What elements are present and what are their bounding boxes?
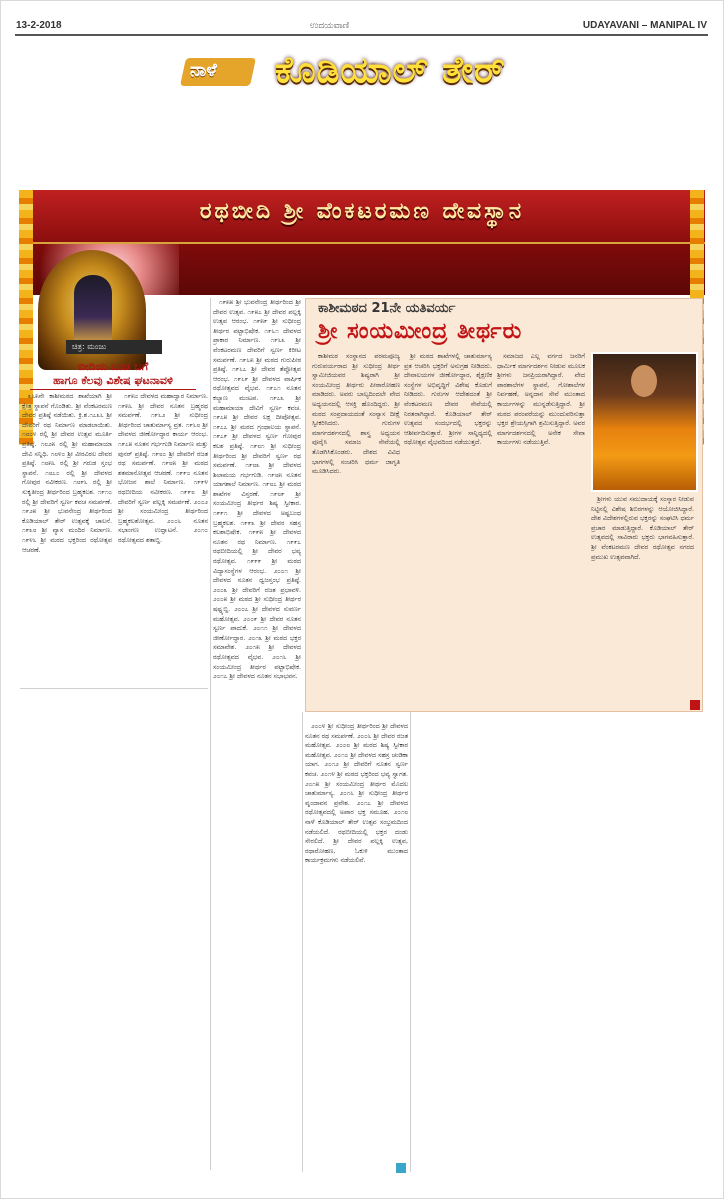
deity-idol xyxy=(74,275,112,345)
column-text: ೩೬೫ನೇ ಕಾಶೀಮಠದ ಶಾಖೆಯಾಗಿ ಶ್ರೀ ಕ್ಷೇತ್ರ ಸ್ಥಾಪನೆ ಗೊಂಡಿತು. ಶ್ರೀ ವೆಂಕಟರಮಣ ದೇವರ ಪ್ರತಿಷ್ಠೆ ನಡೆಯಿತು. ಕ್ರಿ.ಶ.೧೭೩೬ ಶ್ರೀ ದೇವರಿಗೆ ರಥ ನಿರ್ಮಾಣ ಮಾಡಲಾಯಿತು. ೧೮೦೪ ರಲ್ಲಿ ಶ್ರೀ ದೇವರ ಉತ್ಸವ ಮೂರ್ತಿ ಪ್ರತಿಷ್ಠೆ. ೧೮೨೫ ರಲ್ಲಿ ಶ್ರೀ ಮಹಾಮಾಯಾ ದೇವಿ ಸನ್ನಿಧಿ. ೧೮೪೦ ಶ್ರೀ ವೀರವಿಠಲ ದೇವರ ಪ್ರತಿಷ್ಠೆ. ೧೮೫೬ ರಲ್ಲಿ ಶ್ರೀ ಗರುಡ ಸ್ತಂಭ ಸ್ಥಾಪನೆ. ೧೮೭೦ ರಲ್ಲಿ ಶ್ರೀ ದೇವಳದ ಗೋಪುರ ನವೀಕರಣ. ೧೮೯೬ ರಲ್ಲಿ ಶ್ರೀ ಸುಕೃತೀಂದ್ರ ತೀರ್ಥರಿಂದ ಬ್ರಹ್ಮಕಲಶ. ೧೯೧೦ ರಲ್ಲಿ ಶ್ರೀ ದೇವರಿಗೆ ಸ್ವರ್ಣ ಕವಚ ಸಮರ್ಪಣೆ. ೧೯೨೫ ಶ್ರೀ ಭುವನೇಂದ್ರ ತೀರ್ಥರಿಂದ ಕೊಡಿಯಾಲ್ ತೇರ್ ಉತ್ಸವಕ್ಕೆ ಚಾಲನೆ. ೧೯೩೮ ಶ್ರೀ ವ್ಯಾಸ ಮಂದಿರ ನಿರ್ಮಾಣ. ೧೯೪೬ ಶ್ರೀ ಮಠದ ಭಕ್ತರಿಂದ ರಥೋತ್ಸವ ಆಚರಣೆ. xyxy=(22,392,112,554)
page-edition: UDAYAVANI – MANIPAL IV xyxy=(582,20,707,31)
column-divider xyxy=(302,712,303,1172)
column-text: ೨೦೦೪ ಶ್ರೀ ಸುಧೀಂದ್ರ ತೀರ್ಥರಿಂದ ಶ್ರೀ ದೇವಳದ ನೂತನ ರಥ ಸಮರ್ಪಣೆ. ೨೦೦೬ ಶ್ರೀ ದೇವರ ರಜತ ಮಹೋತ್ಸವ. ೨೦೦೮ ಶ್ರೀ ಮಠದ ಶಿಷ್ಯ ಸ್ವೀಕಾರ ಮಹೋತ್ಸವ. ೨೦೧೦ ಶ್ರೀ ದೇವಳದ ಸಹಸ್ರ ಚಂಡಿಕಾ ಯಾಗ. ೨೦೧೨ ಶ್ರೀ ದೇವರಿಗೆ ನೂತನ ಸ್ವರ್ಣ ಕವಚ. ೨೦೧೪ ಶ್ರೀ ಮಠದ ಭಕ್ತರಿಂದ ಭವ್ಯ ಸ್ವಾಗತ. ೨೦೧೫ ಶ್ರೀ ಸಂಯಮೀಂದ್ರ ತೀರ್ಥರ ಮೊದಲ ಚಾತುರ್ಮಾಸ್ಯ. ೨೦೧೬ ಶ್ರೀ ಸುಧೀಂದ್ರ ತೀರ್ಥರ ವೃಂದಾವನ ಪ್ರವೇಶ. ೨೦೧೭ ಶ್ರೀ ದೇವಳದ ರಥೋತ್ಸವದಲ್ಲಿ ಅಪಾರ ಭಕ್ತ ಸಮೂಹ. ೨೦೧೮ ನಾಳೆ ಕೊಡಿಯಾಲ್ ತೇರ್ ಉತ್ಸವ ಸಂಭ್ರಮದಿಂದ ನಡೆಯಲಿದೆ. ರಥಬೀದಿಯಲ್ಲಿ ಭಕ್ತರ ದಂಡು ಸೇರಲಿದೆ. ಶ್ರೀ ದೇವರ ಪಲ್ಲಕ್ಕಿ ಉತ್ಸವ, ರಥಾರೋಹಣ, ಓಕುಳಿ ಮುಂತಾದ ಕಾರ್ಯಕ್ರಮಗಳು ನಡೆಯಲಿವೆ. xyxy=(305,722,408,865)
article-kicker: ಕಾಶೀಮಠದ 21ನೇ ಯತಿವರ್ಯ xyxy=(318,301,456,316)
section-heading-line1: ಬೀದಿಯ ಬಂಡ ಬಗೆ xyxy=(77,360,149,373)
text-column-1 xyxy=(22,392,112,682)
article-column-2 xyxy=(404,352,492,697)
issue-date: 13-2-2018 xyxy=(16,20,62,31)
masthead-divider xyxy=(15,34,708,36)
section-heading-line2: ಹಾಗೂ ಕೆಲವು ವಿಶೇಷ ಘಟನಾವಳಿ xyxy=(53,374,173,387)
text-column-2 xyxy=(118,392,208,682)
column-text: ಕಾಶೀಮಠ ಸಂಸ್ಥಾನದ ಪರಮಪೂಜ್ಯ ಗುರುವರ್ಯರಾದ ಶ್ರೀ ಸುಧೀಂದ್ರ ತೀರ್ಥ ಸ್ವಾಮೀಜಿಯವರ ಶಿಷ್ಯರಾಗಿ ಶ್ರೀ ಸಂಯಮೀಂದ್ರ ತೀರ್ಥರು ಪೀಠಾರೋಹಣ ಮಾಡಿದರು. ಅವರು ಬಾಲ್ಯದಿಂದಲೇ ವೇದ ಅಧ್ಯಯನದಲ್ಲಿ ಆಸಕ್ತಿ ಹೊಂದಿದ್ದರು. ಶ್ರೀ ಮಠದ ಸಂಪ್ರದಾಯದಂತೆ ಸಂನ್ಯಾಸ ದೀಕ್ಷೆ ಸ್ವೀಕರಿಸಿದರು. ಗುರುಗಳ ಮಾರ್ಗದರ್ಶನದಲ್ಲಿ ಶಾಸ್ತ್ರ ಅಧ್ಯಯನ ಪೂರೈಸಿ ಸಮಾಜ ಸೇವೆಯಲ್ಲಿ ತೊಡಗಿಸಿಕೊಂಡರು. ದೇಶದ ವಿವಿಧ ಭಾಗಗಳಲ್ಲಿ ಸಂಚರಿಸಿ ಧರ್ಮ ಜಾಗೃತಿ ಮೂಡಿಸಿದರು. xyxy=(312,352,400,476)
newspaper-name: ಉದಯವಾಣಿ xyxy=(310,21,350,31)
column-divider xyxy=(410,712,411,1172)
column-text: ಶ್ರೀ ಮಠದ ಶಾಖೆಗಳಲ್ಲಿ ಚಾತುರ್ಮಾಸ್ಯ ವ್ರತ ಆಚರಿಸಿ ಭಕ್ತರಿಗೆ ಅನುಗ್ರಹ ನೀಡಿದರು. ದೇವಾಲಯಗಳ ಜೀರ್ಣೋದ್ಧಾರ, ಶೈಕ್ಷಣಿಕ ಸಂಸ್ಥೆಗಳ ಅಭಿವೃದ್ಧಿಗೆ ವಿಶೇಷ ಕೊಡುಗೆ ನೀಡಿದರು. ಗುರುಗಳ ಆದೇಶದಂತೆ ಶ್ರೀ ವೆಂಕಟರಮಣ ದೇವರ ಸೇವೆಯಲ್ಲಿ ನಿರತರಾಗಿದ್ದಾರೆ. ಕೊಡಿಯಾಲ್ ತೇರ್ ಉತ್ಸವದ ಸಂದರ್ಭದಲ್ಲಿ ಭಕ್ತರನ್ನು ಆಶೀರ್ವದಿಸುತ್ತಾರೆ. ಶ್ರೀಗಳ ಸಾನ್ನಿಧ್ಯದಲ್ಲಿ ರಥೋತ್ಸವ ವೈಭವದಿಂದ ನಡೆಯುತ್ತದೆ. xyxy=(404,352,492,447)
article-title: ಶ್ರೀ ಸಂಯಮೀಂದ್ರ ತೀರ್ಥರು xyxy=(318,318,523,344)
article-column-4 xyxy=(591,495,694,700)
column-text: ೧೯೫೦ ದೇವಳದ ಮಹಾದ್ವಾರ ನಿರ್ಮಾಣ. ೧೯೫೬ ಶ್ರೀ ದೇವರ ನೂತನ ಬ್ರಹ್ಮರಥ ಸಮರ್ಪಣೆ. ೧೯೬೨ ಶ್ರೀ ಸುಧೀಂದ್ರ ತೀರ್ಥರಿಂದ ಚಾತುರ್ಮಾಸ್ಯ ವ್ರತ. ೧೯೬೮ ಶ್ರೀ ದೇವಳದ ಜೀರ್ಣೋದ್ಧಾರ ಕಾರ್ಯ ಆರಂಭ. ೧೯೭೫ ನೂತನ ಗರ್ಭಗುಡಿ ನಿರ್ಮಾಣ ಮತ್ತು ಪುನರ್ ಪ್ರತಿಷ್ಠೆ. ೧೯೮೦ ಶ್ರೀ ದೇವರಿಗೆ ರಜತ ರಥ ಸಮರ್ಪಣೆ. ೧೯೮೫ ಶ್ರೀ ಮಠದ ಶತಮಾನೋತ್ಸವ ಆಚರಣೆ. ೧೯೯೦ ನೂತನ ಭೋಜನ ಶಾಲೆ ನಿರ್ಮಾಣ. ೧೯೯೪ ರಥಬೀದಿಯ ನವೀಕರಣ. ೧೯೯೮ ಶ್ರೀ ದೇವರಿಗೆ ಸ್ವರ್ಣ ಪಲ್ಲಕ್ಕಿ ಸಮರ್ಪಣೆ. ೨೦೦೨ ಶ್ರೀ ಸಂಯಮೀಂದ್ರ ತೀರ್ಥರಿಂದ ಬ್ರಹ್ಮಕಲಶೋತ್ಸವ. ೨೦೦೬ ನೂತನ ಸಭಾಂಗಣ ಉದ್ಘಾಟನೆ. ೨೦೧೦ ರಥೋತ್ಸವದ ಶತಾಬ್ದಿ. xyxy=(118,392,208,544)
column-text: ಶ್ರೀಗಳು ಯುವ ಸಮುದಾಯಕ್ಕೆ ಸಂಸ್ಕಾರ ನೀಡುವ ನಿಟ್ಟಿನಲ್ಲಿ ವಿಶೇಷ ಶಿಬಿರಗಳನ್ನು ಆಯೋಜಿಸಿದ್ದಾರೆ. ದೇಶ ವಿದೇಶಗಳಲ್ಲಿರುವ ಭಕ್ತರನ್ನು ಸಂಘಟಿಸಿ ಧರ್ಮ ಪ್ರಚಾರ ಮಾಡುತ್ತಿದ್ದಾರೆ. ಕೊಡಿಯಾಲ್ ತೇರ್ ಉತ್ಸವದಲ್ಲಿ ಸಾವಿರಾರು ಭಕ್ತರು ಭಾಗವಹಿಸುತ್ತಾರೆ. ಶ್ರೀ ವೆಂಕಟರಮಣ ದೇವರ ರಥೋತ್ಸವ ನಗರದ ಪ್ರಮುಖ ಉತ್ಸವವಾಗಿದೆ. xyxy=(591,495,694,561)
column-text: ೧೯೫೫ ಶ್ರೀ ಭುವನೇಂದ್ರ ತೀರ್ಥರಿಂದ ಶ್ರೀ ದೇವರ ಉತ್ಸವ. ೧೯೫೭ ಶ್ರೀ ದೇವರ ಪಲ್ಲಕ್ಕಿ ಉತ್ಸವ ಆರಂಭ. ೧೯೫೯ ಶ್ರೀ ಸುಧೀಂದ್ರ ತೀರ್ಥರ ಪಟ್ಟಾಭಿಷೇಕ. ೧೯೬೧ ದೇವಳದ ಪ್ರಾಕಾರ ನಿರ್ಮಾಣ. ೧೯೬೩ ಶ್ರೀ ವೆಂಕಟರಮಣ ದೇವರಿಗೆ ಸ್ವರ್ಣ ಕಿರೀಟ ಸಮರ್ಪಣೆ. ೧೯೬೫ ಶ್ರೀ ಮಠದ ಗುರುಪೀಠ ಪ್ರತಿಷ್ಠೆ. ೧೯೬೭ ಶ್ರೀ ದೇವರ ತೆಪ್ಪೋತ್ಸವ ಆರಂಭ. ೧೯೬೯ ಶ್ರೀ ದೇವಳದ ವಾರ್ಷಿಕ ರಥೋತ್ಸವದ ವೈಭವ. ೧೯೭೧ ನೂತನ ಕಲ್ಯಾಣ ಮಂಟಪ. ೧೯೭೩ ಶ್ರೀ ಮಹಾಮಾಯಾ ದೇವಿಗೆ ಸ್ವರ್ಣ ಕವಚ. ೧೯೭೫ ಶ್ರೀ ದೇವರ ಲಕ್ಷ ದೀಪೋತ್ಸವ. ೧೯೭೭ ಶ್ರೀ ಮಠದ ಗ್ರಂಥಾಲಯ ಸ್ಥಾಪನೆ. ೧೯೭೯ ಶ್ರೀ ದೇವಳದ ಸ್ವರ್ಣ ಗೋಪುರ ಕಲಶ ಪ್ರತಿಷ್ಠೆ. ೧೯೮೧ ಶ್ರೀ ಸುಧೀಂದ್ರ ತೀರ್ಥರಿಂದ ಶ್ರೀ ದೇವರಿಗೆ ಸ್ವರ್ಣ ರಥ ಸಮರ್ಪಣೆ. ೧೯೮೩ ಶ್ರೀ ದೇವಳದ ಶಿಲಾಮಯ ಗರ್ಭಗುಡಿ. ೧೯೮೫ ನೂತನ ಯಾಗಶಾಲೆ ನಿರ್ಮಾಣ. ೧೯೮೭ ಶ್ರೀ ಮಠದ ಶಾಖೆಗಳ ವಿಸ್ತರಣೆ. ೧೯೮೯ ಶ್ರೀ ಸಂಯಮೀಂದ್ರ ತೀರ್ಥರ ಶಿಷ್ಯ ಸ್ವೀಕಾರ. ೧೯೯೧ ಶ್ರೀ ದೇವಳದ ಅಷ್ಟಬಂಧ ಬ್ರಹ್ಮಕಲಶ. ೧೯೯೩ ಶ್ರೀ ದೇವರ ಸಹಸ್ರ ಕಲಶಾಭಿಷೇಕ. ೧೯೯೫ ಶ್ರೀ ದೇವಳದ ನೂತನ ರಥ ನಿರ್ಮಾಣ. ೧೯೯೭ ರಥಬೀದಿಯಲ್ಲಿ ಶ್ರೀ ದೇವರ ಭವ್ಯ ರಥೋತ್ಸವ. ೧೯೯೯ ಶ್ರೀ ಮಠದ ವಿದ್ಯಾಸಂಸ್ಥೆಗಳ ಆರಂಭ. ೨೦೦೧ ಶ್ರೀ ದೇವಳದ ನೂತನ ಧ್ವಜಸ್ತಂಭ ಪ್ರತಿಷ್ಠೆ. ೨೦೦೩ ಶ್ರೀ ದೇವರಿಗೆ ರಜತ ಪ್ರಭಾವಳಿ. ೨೦೦೫ ಶ್ರೀ ಮಠದ ಶ್ರೀ ಸುಧೀಂದ್ರ ತೀರ್ಥರ ಷಷ್ಟ್ಯಬ್ದಿ. ೨೦೦೭ ಶ್ರೀ ದೇವಳದ ಸುವರ್ಣ ಮಹೋತ್ಸವ. ೨೦೦೯ ಶ್ರೀ ದೇವರ ನೂತನ ಸ್ವರ್ಣ ಪಾದುಕೆ. ೨೦೧೧ ಶ್ರೀ ದೇವಳದ ಜೀರ್ಣೋದ್ಧಾರ. ೨೦೧೩ ಶ್ರೀ ಮಠದ ಭಕ್ತರ ಸಮಾವೇಶ. ೨೦೧೫ ಶ್ರೀ ದೇವಳದ ರಥೋತ್ಸವದ ವೈಭವ. ೨೦೧೬ ಶ್ರೀ ಸಂಯಮೀಂದ್ರ ತೀರ್ಥರ ಪಟ್ಟಾಭಿಷೇಕ. ೨೦೧೭ ಶ್ರೀ ದೇವಳದ ನೂತನ ಸಭಾಭವನ. xyxy=(213,298,301,681)
ribbon-label: ನಾಳೆ xyxy=(190,60,217,81)
swamiji-photo-face xyxy=(631,365,657,397)
column-text: ಸಮಾಜದ ಎಲ್ಲ ವರ್ಗದ ಜನರಿಗೆ ಧಾರ್ಮಿಕ ಮಾರ್ಗದರ್ಶನ ನೀಡುವ ಮೂಲಕ ಶ್ರೀಗಳು ಜನಪ್ರಿಯರಾಗಿದ್ದಾರೆ. ವೇದ ಪಾಠಶಾಲೆಗಳ ಸ್ಥಾಪನೆ, ಗೋಶಾಲೆಗಳ ನಿರ್ವಹಣೆ, ಅನ್ನದಾನ ಸೇವೆ ಮುಂತಾದ ಕಾರ್ಯಗಳನ್ನು ಮುನ್ನಡೆಸುತ್ತಿದ್ದಾರೆ. ಶ್ರೀ ಮಠದ ಪರಂಪರೆಯನ್ನು ಮುಂದುವರಿಸುತ್ತಾ ಭಕ್ತರ ಶ್ರೇಯಸ್ಸಿಗಾಗಿ ಶ್ರಮಿಸುತ್ತಿದ್ದಾರೆ. ಅವರ ಮಾರ್ಗದರ್ಶನದಲ್ಲಿ ಅನೇಕ ಸೇವಾ ಕಾರ್ಯಗಳು ನಡೆಯುತ್ತಿವೆ. xyxy=(497,352,585,447)
text-column-lower xyxy=(305,722,408,1162)
photo-credit: ಚಿತ್ರ: ಮಂಜು xyxy=(66,340,162,354)
banner-top-strip xyxy=(19,190,705,244)
heading-underline xyxy=(30,389,196,390)
end-marker xyxy=(396,1163,406,1173)
column-divider-horizontal xyxy=(20,688,208,689)
temple-title: ರಥಬೀದಿ ಶ್ರೀ ವೆಂಕಟರಮಣ ದೇವಸ್ಥಾನ xyxy=(199,198,525,224)
text-column-3 xyxy=(213,298,301,1170)
column-divider xyxy=(210,298,211,1170)
festival-title: ಕೊಡಿಯಾಲ್ ತೇರ್ xyxy=(275,50,506,91)
article-column-1 xyxy=(312,352,400,697)
end-marker xyxy=(690,700,700,710)
article-column-3 xyxy=(497,352,585,697)
